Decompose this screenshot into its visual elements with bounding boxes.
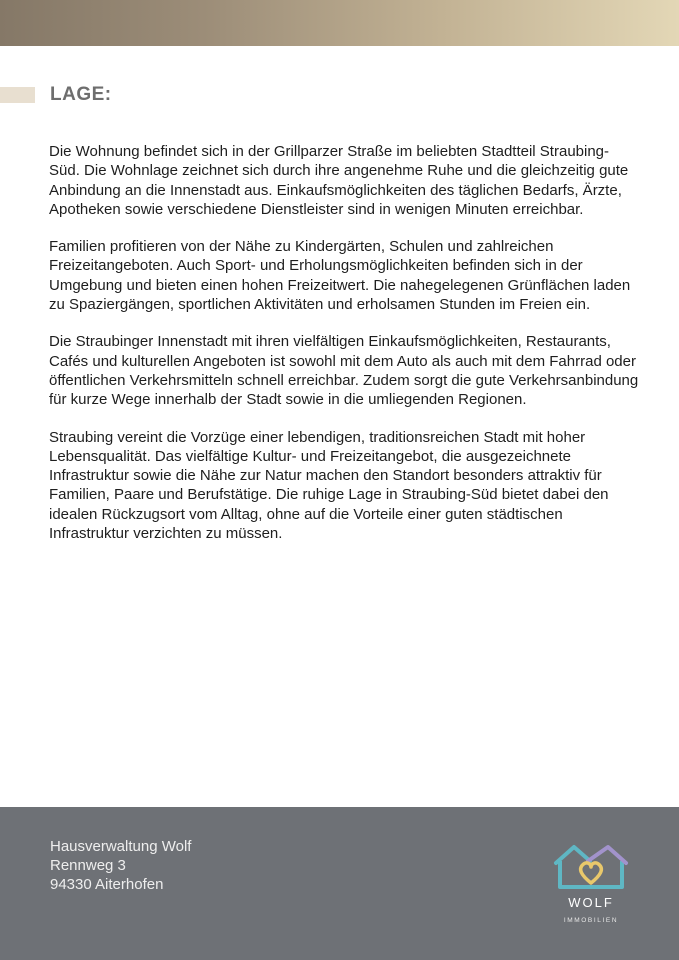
logo-wordmark: WOLF	[568, 895, 614, 910]
section-heading: LAGE:	[50, 84, 112, 105]
company-name: Hausverwaltung Wolf	[50, 838, 192, 855]
paragraph-families: Familien profitieren von der Nähe zu Kindergärten, Schulen und zahlreichen Freizeitangeboten. Auch Sport- und Erholungsmöglichkeiten befinden sich in der Umgebung und bieten einen hohen Freizeitwert. Die nahegelegenen Grünflächen laden zu Spaziergängen, sportlichen Aktivitäten und erholsamen Stunden im Freien ein.	[49, 238, 631, 314]
company-logo	[548, 843, 634, 933]
company-address	[50, 837, 191, 894]
logo-tagline: IMMOBILIEN	[563, 917, 619, 924]
description-body	[49, 142, 639, 561]
paragraph-location: Die Wohnung befindet sich in der Grillparzer Straße im beliebten Stadtteil Straubing-Süd. Die Wohnlage zeichnet sich durch ihre angenehme Ruhe und die gleichzeitig gute Anbindung an die Innenstadt aus. Einkaufsmöglichkeiten des täglichen Bedarfs, Ärzte, Apotheken sowie verschiedene Dienstleister sind in wenigen Minuten erreichbar.	[49, 143, 629, 218]
header-band	[0, 0, 679, 46]
paragraph-summary: Straubing vereint die Vorzüge einer lebendigen, traditionsreichen Stadt mit hoher Lebensqualität. Das vielfältige Kultur- und Freizeitangebot, die ausgezeichnete Infrastruktur sowie die Nähe zur Natur machen den Standort besonders attraktiv für Familien, Paare und Berufstätige. Die ruhige Lage in Straubing-Süd bietet dabei den idealen Rückzugsort vom Alltag, ohne auf die Vorteile einer guten städtischen Infrastruktur verzichten zu müssen.	[49, 428, 609, 543]
footer	[0, 807, 679, 960]
house-heart-icon	[552, 843, 630, 891]
address-city: 94330 Aiterhofen	[50, 876, 164, 893]
paragraph-city-center: Die Straubinger Innenstadt mit ihren vielfältigen Einkaufsmöglichkeiten, Restaurants, Cafés und kulturellen Angeboten ist sowohl mit dem Auto als auch mit dem Fahrrad oder öffentlichen Verkehrsmitteln schnell erreichbar. Zudem sorgt die gute Verkehrsanbindung für kurze Wege innerhalb der Stadt sowie in die umliegenden Regionen.	[49, 333, 639, 409]
address-street: Rennweg 3	[50, 857, 126, 874]
heading-accent-bar	[0, 87, 35, 103]
